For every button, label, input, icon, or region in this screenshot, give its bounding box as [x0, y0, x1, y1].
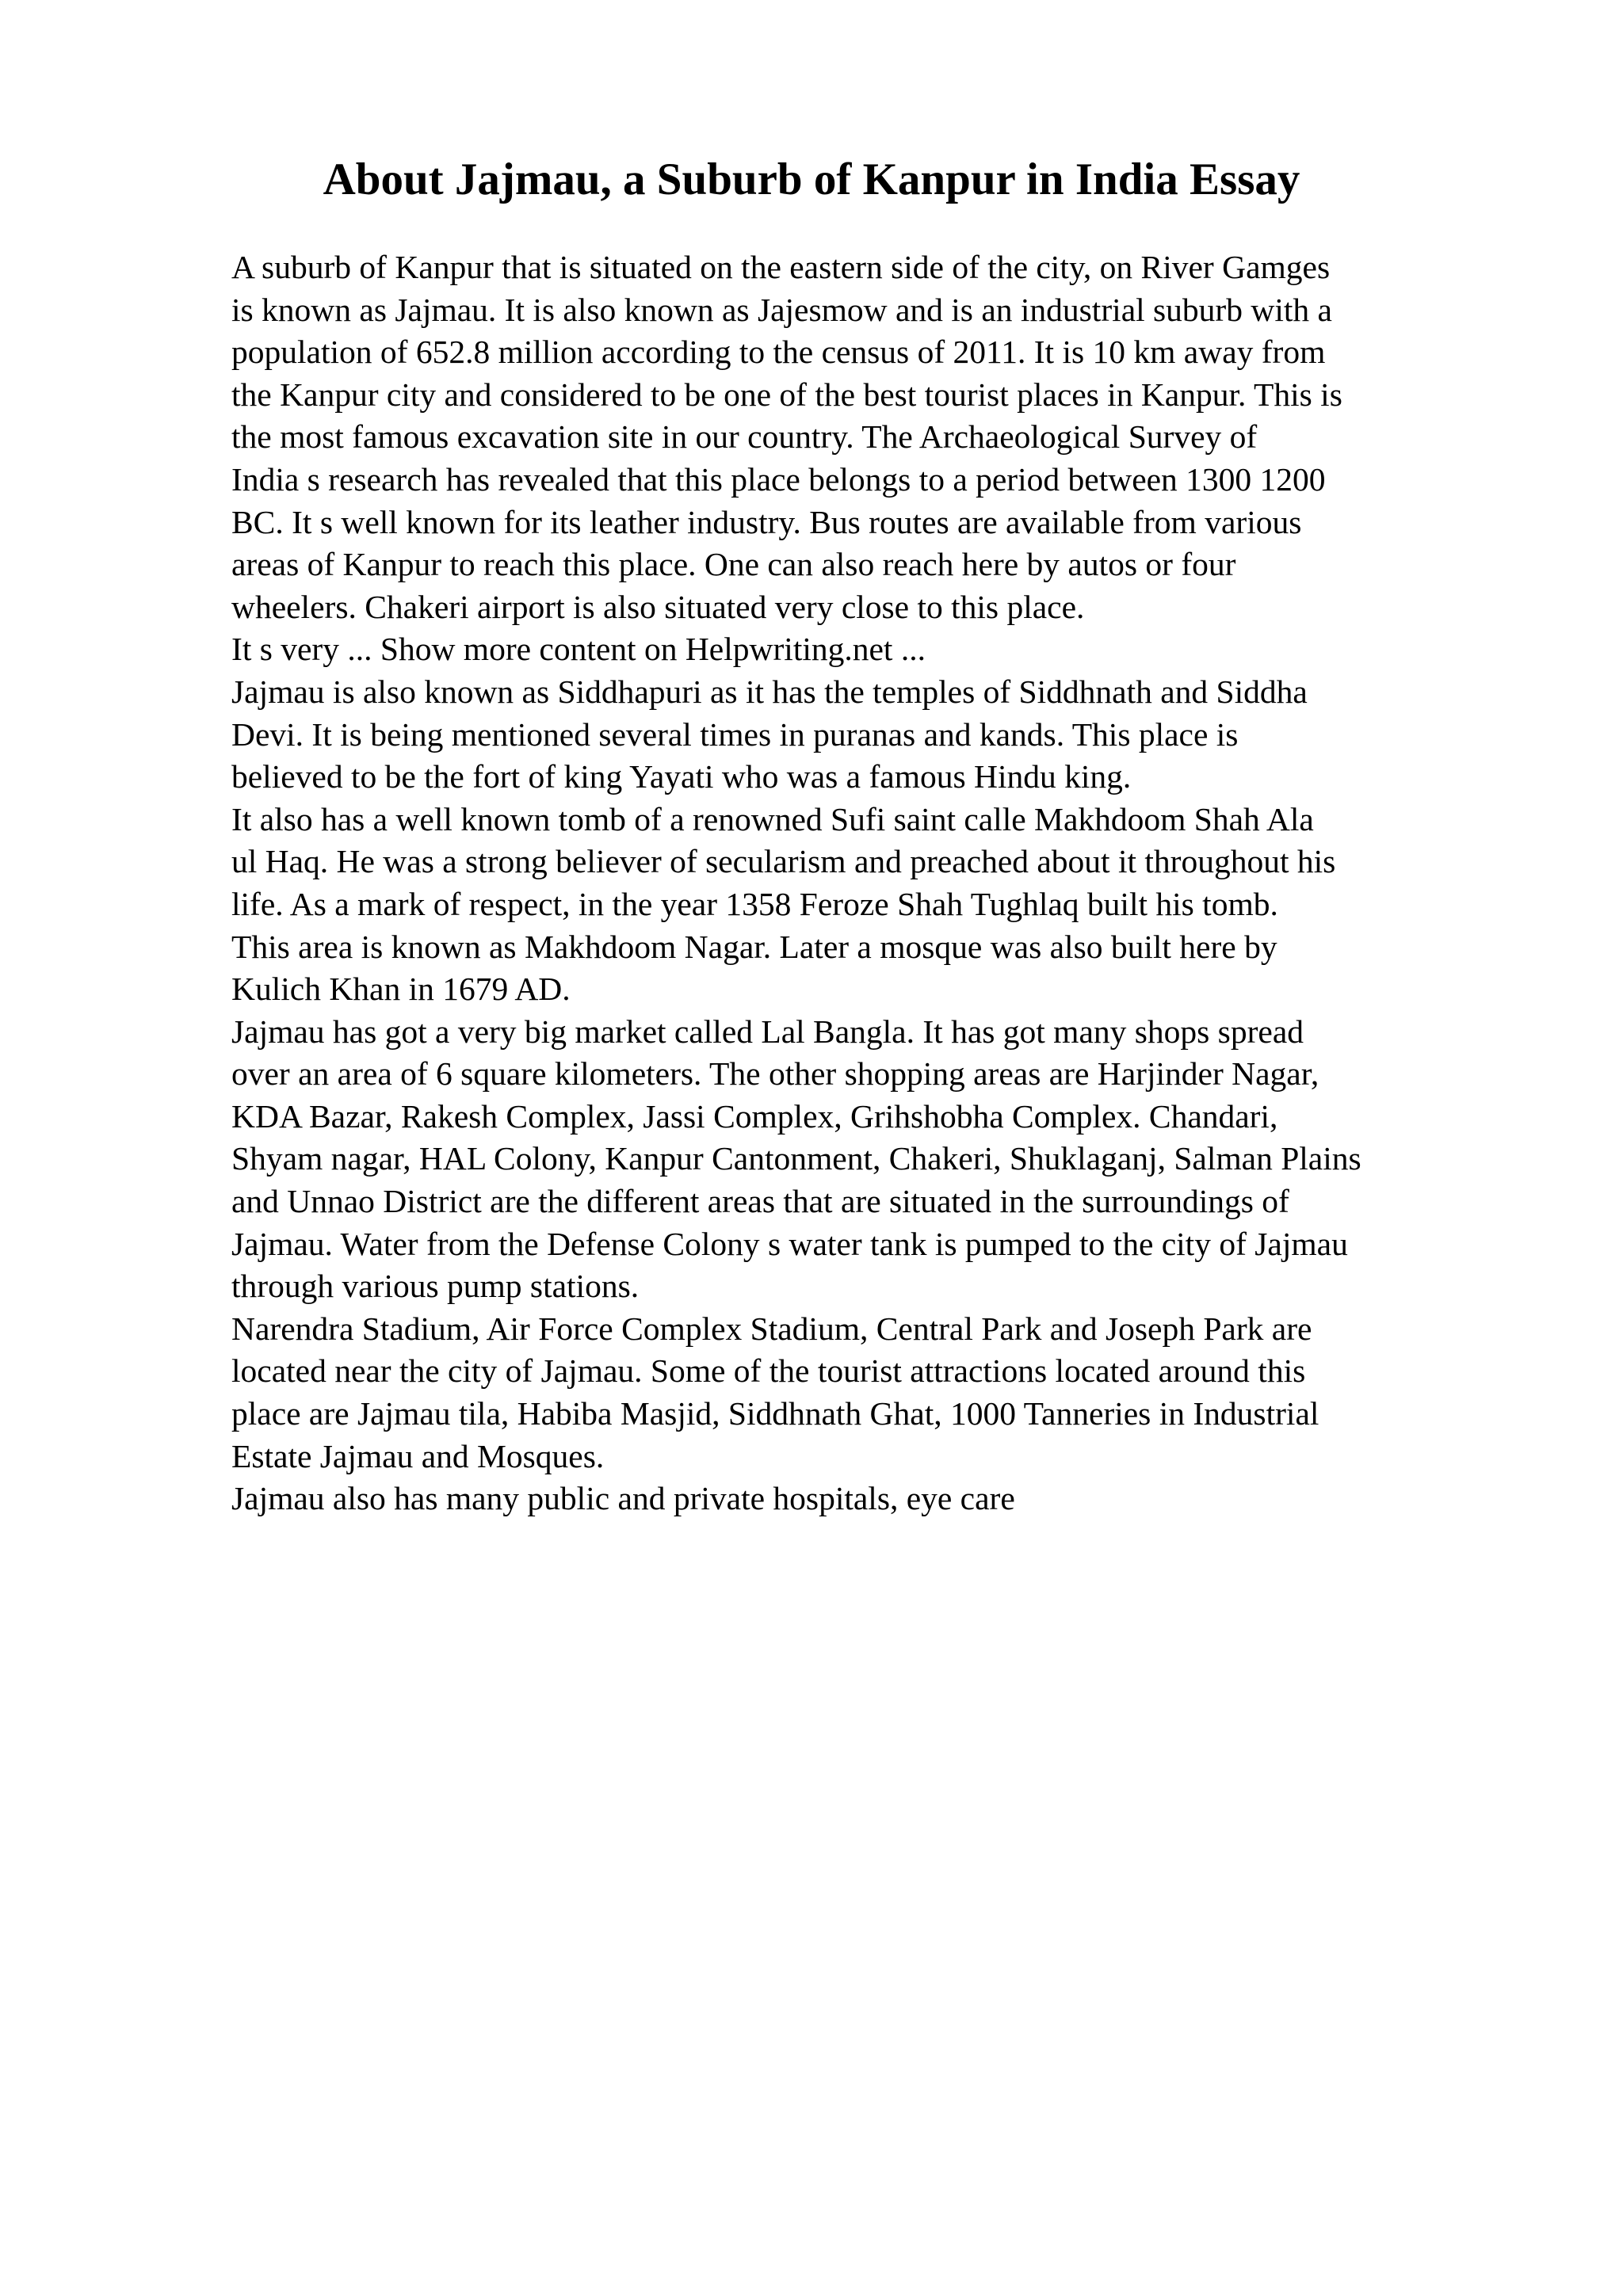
text-line: over an area of 6 square kilometers. The other shopping areas are Harjinder Nagar, — [231, 1055, 1319, 1093]
text-line: areas of Kanpur to reach this place. One can also reach here by autos or four — [231, 546, 1236, 583]
text-line: Jajmau also has many public and private hospitals, eye care — [231, 1480, 1015, 1517]
text-line: This area is known as Makhdoom Nagar. Later a mosque was also built here by — [231, 928, 1277, 965]
text-line: and Unnao District are the different areas that are situated in the surroundings of — [231, 1183, 1289, 1220]
text-line: through various pump stations. — [231, 1268, 640, 1305]
text-line: Devi. It is being mentioned several times in puranas and kands. This place is — [231, 715, 1239, 753]
text-line: A suburb of Kanpur that is situated on the eastern side of the city, on River Gamges — [231, 249, 1331, 285]
text-line: Jajmau is also known as Siddhapuri as it has the temples of Siddhnath and Siddha — [231, 673, 1308, 710]
text-line: Shyam nagar, HAL Colony, Kanpur Cantonment, Chakeri, Shuklaganj, Salman Plains — [231, 1140, 1361, 1177]
text-line: located near the city of Jajmau. Some of the tourist attractions located around this — [231, 1352, 1306, 1390]
text-line: KDA Bazar, Rakesh Complex, Jassi Complex, Grihshobha Complex. Chandari, — [231, 1097, 1278, 1135]
text-line: the Kanpur city and considered to be one of the best tourist places in Kanpur. This is — [231, 376, 1342, 413]
text-line: Narendra Stadium, Air Force Complex Stadium, Central Park and Joseph Park are — [231, 1310, 1312, 1347]
text-line: It also has a well known tomb of a renowned Sufi saint calle Makhdoom Shah Ala — [231, 800, 1314, 837]
text-line: BC. It s well known for its leather industry. Bus routes are available from various — [231, 503, 1302, 540]
text-line: place are Jajmau tila, Habiba Masjid, Siddhnath Ghat, 1000 Tanneries in Industrial — [231, 1395, 1319, 1432]
text-line: believed to be the fort of king Yayati who was a famous Hindu king. — [231, 758, 1132, 795]
text-line: life. As a mark of respect, in the year 1358 Feroze Shah Tughlaq built his tomb. — [231, 885, 1278, 922]
essay-body — [231, 246, 1515, 1520]
text-line: is known as Jajmau. It is also known as Jajesmow and is an industrial suburb with a — [231, 291, 1332, 328]
text-line: wheelers. Chakeri airport is also situated very close to this place. — [231, 588, 1085, 625]
text-line: India s research has revealed that this place belongs to a period between 1300 1200 — [231, 460, 1326, 498]
text-line: Kulich Khan in 1679 AD. — [231, 971, 571, 1008]
text-line: Jajmau has got a very big market called Lal Bangla. It has got many shops spread — [231, 1013, 1304, 1050]
text-line: ul Haq. He was a strong believer of secularism and preached about it throughout his — [231, 843, 1336, 880]
text-line: the most famous excavation site in our country. The Archaeological Survey of — [231, 418, 1258, 456]
document-title: About Jajmau, a Suburb of Kanpur in India Essay — [323, 154, 1300, 204]
text-line: Estate Jajmau and Mosques. — [231, 1437, 605, 1474]
text-line: Jajmau. Water from the Defense Colony s water tank is pumped to the city of Jajmau — [231, 1225, 1348, 1262]
text-line: population of 652.8 million according to the census of 2011. It is 10 km away from — [231, 334, 1326, 371]
text-line: It s very ... Show more content on Helpwriting.net ... — [231, 631, 926, 668]
